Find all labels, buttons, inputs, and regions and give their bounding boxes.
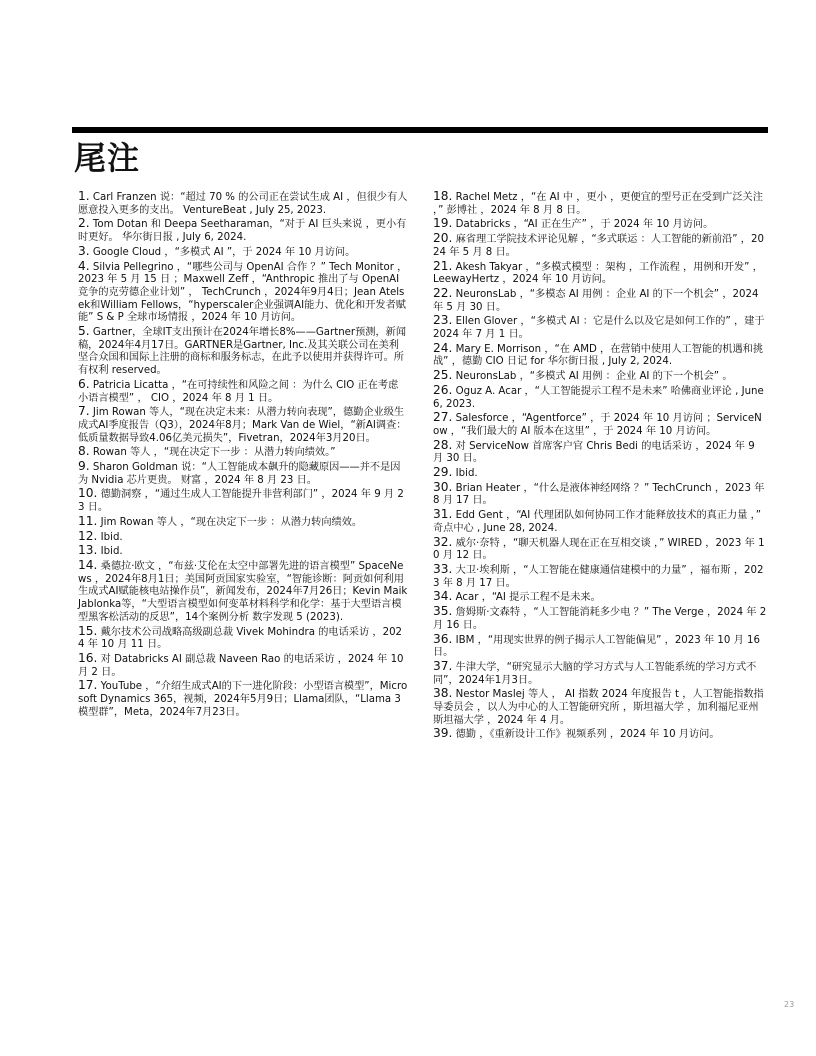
endnote-number: 35. — [433, 604, 453, 619]
endnote-number: 11. — [78, 513, 98, 528]
endnote-text: Ibid. — [100, 546, 123, 558]
endnote-text: Acar ，“AI 提示工程不是未来。 — [455, 592, 601, 604]
endnote-text: Databricks ，“AI 正在生产” ，于 2024 年 10 月访问。 — [455, 219, 714, 231]
endnote-item — [78, 652, 408, 679]
endnote-item — [433, 314, 767, 341]
endnote-number: 17. — [78, 678, 98, 693]
header-rule — [72, 127, 768, 133]
endnote-number: 31. — [433, 507, 453, 522]
endnote-text: Oguz A. Acar ，“人工智能提示工程不是未来” 哈佛商业评论 , June 6, 2023. — [433, 385, 764, 410]
endnote-text: IBM ，“用现实世界的例子揭示人工智能偏见” ，2023 年 10 月 16 日。 — [433, 634, 761, 659]
endnote-item — [433, 481, 767, 508]
endnote-item — [78, 544, 408, 559]
endnote-item — [78, 530, 408, 545]
endnote-number: 29. — [433, 465, 453, 480]
endnote-item — [78, 559, 408, 625]
endnote-number: 13. — [78, 543, 98, 558]
endnote-item — [433, 217, 767, 232]
endnote-item — [78, 378, 408, 405]
endnote-text: Brian Heater ，“什么是液体神经网络 ？” TechCrunch ，2023 年 8 月 17 日。 — [433, 482, 765, 507]
endnote-number: 16. — [78, 650, 98, 665]
endnote-item — [433, 369, 767, 384]
endnote-item — [433, 660, 767, 687]
endnote-text: YouTube ，“介绍生成式AI的下一进化阶段：小型语言模型”，Microsoft Dynamics 365，视频，2024年5月9日；Llama团队，“Llama 3模型群”，Meta，2024年7月23日。 — [78, 681, 408, 718]
endnote-number: 3. — [78, 243, 90, 258]
endnote-item — [78, 515, 408, 530]
endnote-text: Mary E. Morrison ，“在 AMD ，在营销中使用人工智能的机遇和挑战” ，德勤 CIO 日记 for 华尔街日报 , July 2, 2024. — [433, 343, 764, 368]
endnote-number: 38. — [433, 686, 453, 701]
endnote-number: 15. — [78, 623, 98, 638]
endnote-number: 20. — [433, 231, 453, 246]
endnote-text: NeuronsLab ，“多模式 AI 用例 ：企业 AI 的下一个机会” 。 — [455, 371, 733, 383]
endnote-item — [78, 405, 408, 445]
endnote-item — [433, 232, 767, 259]
endnote-text: Rowan 等人 ，“现在决定下一步 ：从潜力转向绩效。” — [92, 447, 336, 459]
endnote-number: 30. — [433, 479, 453, 494]
endnote-number: 39. — [433, 726, 453, 741]
endnote-item — [78, 460, 408, 487]
endnote-item — [433, 605, 767, 632]
endnote-number: 2. — [78, 216, 90, 231]
endnote-text: 戴尔技术公司战略高级副总裁 Vivek Mohindra 的电话采访 ，2024 年 10 月 11 日。 — [78, 626, 403, 651]
endnote-number: 27. — [433, 410, 453, 425]
endnote-text: 桑德拉·欧文 ，“布兹·艾伦在太空中部署先进的语言模型” SpaceNews ，2024年8月1日；美国阿贡国家实验室，“智能诊断：阿贡如何利用生成式AI赋能核电站操作员”，新闻发布，2024年7月26日；Kevin Maik Jablonka等，“大型语言模型如何变革材料科学和化学：基于大型语言模型黑客松活动的反思”，14个案例分析 数字发现 5 (2023). — [78, 560, 408, 623]
endnote-number: 21. — [433, 258, 453, 273]
endnote-item — [433, 411, 767, 438]
endnote-text: Sharon Goldman 说：“人工智能成本飙升的隐藏原因——并不是因为 Nvidia 芯片更贵。 财富 ，2024 年 8 月 23 日。 — [78, 462, 401, 486]
page-title: 尾注 — [74, 139, 141, 177]
endnote-text: 对 ServiceNow 首席客户官 Chris Bedi 的电话采访 ，2024 年 9 月 30 日。 — [433, 440, 755, 465]
endnote-number: 22. — [433, 285, 453, 300]
endnote-number: 18. — [433, 189, 453, 203]
endnote-item — [433, 590, 767, 605]
endnote-item — [433, 466, 767, 481]
page-number: 23 — [784, 1000, 795, 1009]
endnote-number: 33. — [433, 561, 453, 576]
endnote-item — [433, 439, 767, 466]
endnote-item — [78, 445, 408, 460]
endnote-text: 牛津大学，“研究显示大脑的学习方式与人工智能系统的学习方式不同”，2024年1月3日。 — [433, 661, 757, 686]
endnote-item — [78, 487, 408, 514]
endnote-item — [433, 190, 767, 217]
endnote-item — [433, 384, 767, 411]
endnote-item — [78, 679, 408, 719]
endnote-number: 10. — [78, 486, 98, 501]
endnote-number: 9. — [78, 459, 90, 474]
endnote-text: NeuronsLab ，“多模态 AI 用例 ：企业 AI 的下一个机会” ，2024 年 5 月 30 日。 — [433, 288, 759, 313]
endnote-text: Ellen Glover ，“多模式 AI ：它是什么以及它是如何工作的” ，建于 2024 年 7 月 1 日。 — [433, 316, 765, 341]
endnote-item — [433, 633, 767, 660]
endnote-text: 威尔·奈特 ，“聊天机器人现在正在互相交谈 ，” WIRED ，2023 年 10 月 12 日。 — [433, 537, 765, 562]
endnote-number: 28. — [433, 437, 453, 452]
endnote-text: Rachel Metz ，“在 AI 中 ，更小 ，更便宜的型号正在受到广泛关注 ，” 彭博社 ，2024 年 8 月 8 日。 — [433, 192, 763, 216]
endnote-text: Ibid. — [100, 531, 123, 543]
endnote-item — [433, 536, 767, 563]
endnote-text: Tom Dotan 和 Deepa Seetharaman，“对于 AI 巨头来说 ，更小有时更好。 华尔街日报 , July 6, 2024. — [78, 219, 407, 244]
endnote-number: 19. — [433, 216, 453, 231]
endnote-number: 6. — [78, 376, 90, 391]
endnote-item — [433, 687, 767, 727]
endnote-number: 24. — [433, 340, 453, 355]
endnote-text: Edd Gent ，“AI 代理团队如何协同工作才能释放技术的真正力量 ，” 奇点中心 , June 28, 2024. — [433, 510, 762, 534]
endnote-item — [433, 563, 767, 590]
endnote-item — [78, 625, 408, 652]
endnote-text: Gartner，全球IT支出预计在2024年增长8%——Gartner预测，新闻稿，2024年4月17日。GARTNER是Gartner, Inc.及其关联公司在美利坚合众国和国际上注册的商标和服务标志，在此予以使用并获得许可。所有权利 reserved。 — [78, 327, 407, 377]
endnote-number: 14. — [78, 557, 98, 572]
endnote-text: Jim Rowan 等人 ，“现在决定下一步 ：从潜力转向绩效。 — [100, 516, 363, 528]
endnote-item — [433, 287, 767, 314]
endnote-item — [433, 508, 767, 535]
endnote-text: Nestor Maslej 等人 ， AI 指数 2024 年度报告 t ，人工智能指数指导委员会 ，以人为中心的人工智能研究所 ，斯坦福大学 ，加利福尼亚州斯坦福大学 ，2024 年 4 月。 — [433, 689, 764, 726]
endnote-number: 25. — [433, 368, 453, 383]
endnote-number: 23. — [433, 313, 453, 328]
endnote-number: 7. — [78, 404, 90, 419]
endnote-item — [78, 245, 408, 260]
endnote-item — [78, 217, 408, 244]
endnote-item — [78, 325, 408, 378]
endnote-item — [433, 342, 767, 369]
endnote-number: 4. — [78, 258, 90, 273]
endnote-number: 37. — [433, 658, 453, 673]
endnote-item — [433, 260, 767, 287]
endnote-text: 对 Databricks AI 副总裁 Naveen Rao 的电话采访 ，2024 年 10 月 2 日。 — [78, 653, 404, 678]
endnote-text: 詹姆斯·文森特 ，“人工智能消耗多少电 ？” The Verge ，2024 年 2 月 16 日。 — [433, 607, 767, 631]
endnote-text: Google Cloud ，“多模式 AI ”，于 2024 年 10 月访问。 — [92, 246, 356, 258]
endnote-number: 34. — [433, 589, 453, 604]
endnote-text: Ibid. — [455, 468, 478, 480]
endnote-text: 大卫·埃利斯 ，“人工智能在健康通信建模中的力量” ，福布斯 ，2023 年 8 月 17 日。 — [433, 564, 764, 589]
endnote-number: 12. — [78, 528, 98, 543]
endnote-text: Carl Franzen 说：“超过 70 % 的公司正在尝试生成 AI ，但很少有人愿意投入更多的支出。 VentureBeat , July 25, 2023. — [78, 192, 408, 216]
endnote-text: Jim Rowan 等人，“现在决定未来：从潜力转向表现”，德勤企业级生成式AI季度报告（Q3），2024年8月；Mark Van de Wiel，“新AI调查：低质量数据导致4.06亿美元损失”，Fivetran，2024年3月20日。 — [78, 407, 407, 444]
endnote-text: 麻省理工学院技术评论见解 ，“多式联运 ：人工智能的新前沿” ，2024 年 5 月 8 日。 — [433, 234, 764, 258]
endnote-text: Akesh Takyar ，“多模式模型 ：架构 ，工作流程 ，用例和开发” ，LeewayHertz ，2024 年 10 月访问。 — [433, 261, 763, 286]
endnote-text: 德勤 ，《重新设计工作》视频系列 ，2024 年 10 月访问。 — [455, 729, 720, 741]
endnotes-left-column — [78, 190, 408, 719]
endnote-number: 8. — [78, 444, 90, 459]
endnote-number: 1. — [78, 189, 90, 203]
endnote-text: Salesforce ，“Agentforce” ，于 2024 年 10 月访问 ；ServiceNow ，“我们最大的 AI 版本在这里” ，于 2024 年 10 月访问。 — [433, 413, 762, 437]
endnotes-right-column — [433, 190, 767, 742]
endnote-number: 26. — [433, 382, 453, 397]
endnote-item — [78, 190, 408, 217]
endnote-number: 32. — [433, 534, 453, 549]
endnote-number: 5. — [78, 324, 90, 339]
endnote-item — [78, 260, 408, 326]
endnote-item — [433, 727, 767, 742]
endnote-text: Silvia Pellegrino ，“哪些公司与 OpenAI 合作 ？” Tech Monitor ，2023 年 5 月 15 日 ；Maxwell Zeff ，“Anthropic 推出了与 OpenAI 竞争的克劳德企业计划” ， TechCrunch ，2024年9月4日；Jean Atelsek和William Fellows，“hyperscaler企业强调AI能力、优化和开发者赋能” S & P 全球市场情报 ，2024 年 10 月访问。 — [78, 261, 408, 324]
endnote-text: 德勤洞察 ，“通过生成人工智能提升非营利部门” ，2024 年 9 月 23 日。 — [78, 489, 404, 514]
endnote-number: 36. — [433, 631, 453, 646]
endnote-text: Patricia Licatta ，“在可持续性和风险之间 ：为什么 CIO 正在考虑小语言模型” ， CIO ，2024 年 8 月 1 日。 — [78, 379, 399, 404]
